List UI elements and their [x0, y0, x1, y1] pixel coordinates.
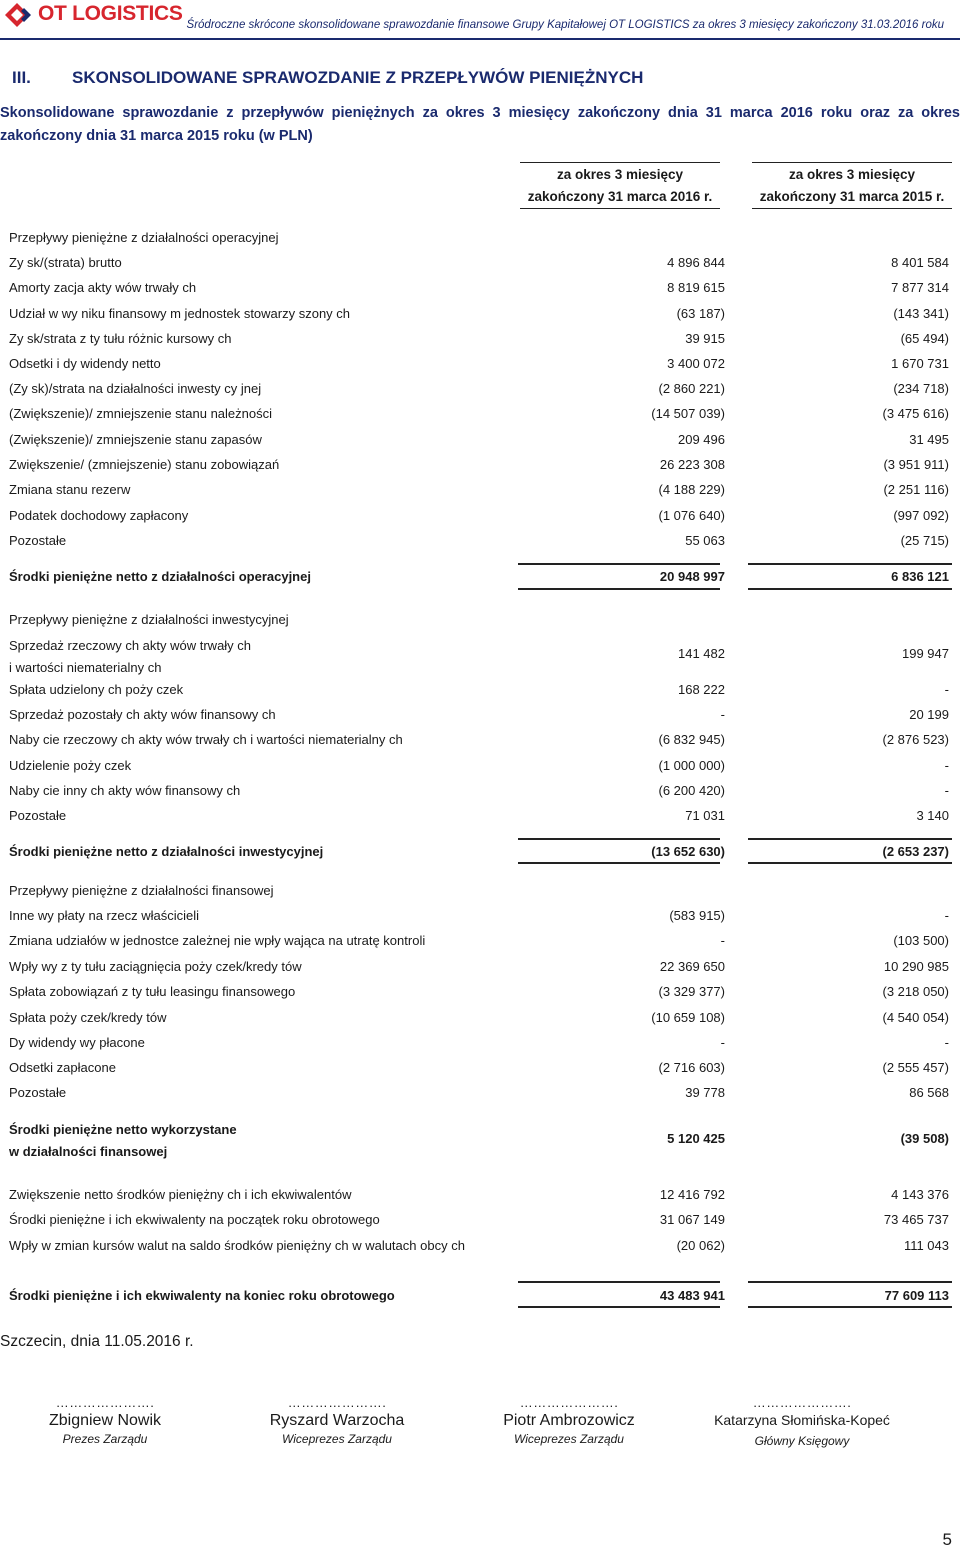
value-2015: 199 947	[902, 646, 949, 661]
table-row	[9, 808, 953, 832]
value-2016: 12 416 792	[659, 1187, 725, 1202]
value-2015: 6 836 121	[891, 569, 949, 584]
row-label: Odsetki i dy widendy netto	[9, 356, 161, 371]
signatory-role: Główny Księgowy	[754, 1434, 850, 1448]
total-rule-top	[748, 563, 952, 565]
column-header-2015-line2: zakończony 31 marca 2015 r.	[759, 189, 945, 204]
table-row	[9, 732, 953, 756]
table-row	[9, 331, 953, 355]
value-2016: -	[720, 1035, 725, 1050]
value-2015: (103 500)	[893, 933, 949, 948]
signature-block	[682, 1395, 922, 1448]
value-2016: 71 031	[685, 808, 725, 823]
value-2015: -	[944, 758, 949, 773]
section-heading-label: Przepływy pieniężne z działalności finansowej	[9, 883, 274, 898]
table-row	[9, 356, 953, 380]
row-label: (Zy sk)/strata na działalności inwesty cy jnej	[9, 381, 262, 396]
row-label: Zy sk/strata z ty tułu różnic kursowy ch	[9, 331, 232, 346]
table-row	[9, 482, 953, 506]
value-2016: (10 659 108)	[651, 1010, 725, 1025]
table-row	[9, 758, 953, 782]
value-2016: (2 860 221)	[658, 381, 725, 396]
table-row	[9, 1238, 953, 1262]
table-row	[9, 959, 953, 983]
row-label: Udział w wy niku finansowy m jednostek stowarzy szony ch	[9, 306, 351, 321]
value-2016: (1 000 000)	[658, 758, 725, 773]
place-and-date: Szczecin, dnia 11.05.2016 r.	[0, 1333, 194, 1350]
row-label: Wpły w zmian kursów walut na saldo środków pieniężny ch w walutach obcy ch	[9, 1238, 465, 1253]
table-row	[9, 381, 953, 405]
column-header-2016-line2: zakończony 31 marca 2016 r.	[527, 189, 713, 204]
table-row	[9, 984, 953, 1008]
row-label: Środki pieniężne i ich ekwiwalenty na koniec roku obrotowego	[9, 1288, 395, 1303]
signature-block	[237, 1395, 437, 1446]
row-label: Zy sk/(strata) brutto	[9, 255, 122, 270]
total-rule-top	[518, 838, 720, 840]
value-2015: 10 290 985	[883, 959, 949, 974]
row-label: Naby cie rzeczowy ch akty wów trwały ch i wartości niematerialny ch	[9, 732, 403, 747]
closing-cash-total-row	[9, 1288, 953, 1312]
row-label	[9, 1119, 237, 1163]
row-label: Środki pieniężne netto z działalności inwestycyjnej	[9, 844, 324, 859]
header-divider	[0, 38, 960, 40]
section-heading-label: Przepływy pieniężne z działalności inwestycyjnej	[9, 612, 289, 627]
value-2016: -	[720, 707, 725, 722]
row-label: Spłata zobowiązań z ty tułu leasingu finansowego	[9, 984, 296, 999]
value-2015: (2 653 237)	[882, 844, 949, 859]
row-label: Odsetki zapłacone	[9, 1060, 116, 1075]
signatory-name: Ryszard Warzocha	[269, 1412, 405, 1429]
value-2016: 4 896 844	[667, 255, 725, 270]
total-rule-bottom	[518, 862, 720, 864]
row-label: Sprzedaż pozostały ch akty wów finansowy ch	[9, 707, 276, 722]
total-rule-top	[748, 1281, 952, 1283]
row-label: Spłata poży czek/kredy tów	[9, 1010, 167, 1025]
table-row	[9, 1060, 953, 1084]
value-2015: (25 715)	[900, 533, 949, 548]
table-row	[9, 933, 953, 957]
table-row	[9, 533, 953, 557]
table-row	[9, 1212, 953, 1236]
value-2016: 22 369 650	[659, 959, 725, 974]
total-rule-bottom	[518, 588, 720, 590]
value-2015: (4 540 054)	[882, 1010, 949, 1025]
company-logo	[4, 2, 184, 28]
signatory-name: Katarzyna Słomińska-Kopeć	[714, 1412, 890, 1428]
value-2016: 39 915	[685, 331, 725, 346]
total-rule-bottom	[748, 862, 952, 864]
table-row	[9, 707, 953, 731]
value-2015: 4 143 376	[891, 1187, 949, 1202]
signatory-name: Zbigniew Nowik	[48, 1412, 162, 1429]
value-2015: 7 877 314	[891, 280, 949, 295]
total-rule-bottom	[748, 1306, 952, 1308]
row-label: Zwiększenie/ (zmniejszenie) stanu zobowiązań	[9, 457, 280, 472]
row-label: Amorty zacja akty wów trwały ch	[9, 280, 197, 295]
value-2015: 3 140	[916, 808, 949, 823]
value-2016: (4 188 229)	[658, 482, 725, 497]
value-2015: (2 251 116)	[883, 482, 949, 497]
table-row	[9, 1187, 953, 1211]
row-label: Dy widendy wy płacone	[9, 1035, 145, 1050]
total-rule-bottom	[748, 588, 952, 590]
signatory-name: Piotr Ambrozowicz	[503, 1412, 635, 1429]
column-header-2015-line1: za okres 3 miesięcy	[788, 167, 916, 182]
signature-block	[5, 1395, 205, 1446]
row-label: Wpły wy z ty tułu zaciągnięcia poży czek/kredy tów	[9, 959, 302, 974]
row-label: Środki pieniężne i ich ekwiwalenty na początek roku obrotowego	[9, 1212, 380, 1227]
table-row	[9, 255, 953, 279]
signature-line: ………………….	[55, 1395, 155, 1410]
value-2015: 86 568	[909, 1085, 949, 1100]
column-header-2016	[520, 162, 720, 209]
value-2015: -	[944, 682, 949, 697]
signatory-role: Wiceprezes Zarządu	[514, 1432, 624, 1446]
row-label-line2: w działalności finansowej	[9, 1144, 168, 1159]
value-2015: 8 401 584	[891, 255, 949, 270]
operating-section-heading	[9, 230, 953, 254]
value-2016: -	[720, 933, 725, 948]
column-header-2016-line1: za okres 3 miesięcy	[556, 167, 684, 182]
value-2015: -	[944, 908, 949, 923]
value-2015: (997 092)	[893, 508, 949, 523]
document-title: Śródroczne skrócone skonsolidowane sprawozdanie finansowe Grupy Kapitałowej OT LOGISTICS za okres 3 miesięcy zakończony 31.03.2016 roku	[186, 19, 944, 31]
table-row	[9, 306, 953, 330]
signatory-role: Wiceprezes Zarządu	[282, 1432, 392, 1446]
table-row	[9, 783, 953, 807]
signature-block	[469, 1395, 669, 1446]
table-row	[9, 908, 953, 932]
statement-subtitle: Skonsolidowane sprawozdanie z przepływów pieniężnych za okres 3 miesięcy zakończony dnia 31 marca 2016 roku oraz za okres zakończony dnia 31 marca 2015 roku (w PLN)	[0, 105, 960, 144]
page-number: 5	[942, 1530, 952, 1549]
total-rule-bottom	[518, 1306, 720, 1308]
value-2016: 39 778	[685, 1085, 725, 1100]
section-number: III.	[12, 68, 31, 87]
value-2015: (3 218 050)	[882, 984, 949, 999]
value-2016: (1 076 640)	[658, 508, 725, 523]
value-2016: (583 915)	[669, 908, 725, 923]
value-2015: -	[944, 783, 949, 798]
logo-text: OT LOGISTICS	[38, 2, 183, 25]
row-label: Zmiana stanu rezerw	[9, 482, 131, 497]
value-2016: 141 482	[678, 646, 725, 661]
value-2015: (3 951 911)	[883, 457, 949, 472]
value-2016: (20 062)	[676, 1238, 725, 1253]
row-label	[9, 635, 251, 679]
value-2015: 31 495	[909, 432, 949, 447]
row-label-line1: Sprzedaż rzeczowy ch akty wów trwały ch	[9, 638, 252, 653]
row-label: Zmiana udziałów w jednostce zależnej nie wpły wająca na utratę kontroli	[9, 933, 426, 948]
investing-section-heading	[9, 612, 953, 636]
value-2016: (6 832 945)	[658, 732, 725, 747]
table-row	[9, 682, 953, 706]
value-2016: (2 716 603)	[658, 1060, 725, 1075]
value-2015: (65 494)	[900, 331, 949, 346]
value-2016: 31 067 149	[659, 1212, 725, 1227]
value-2016: 209 496	[678, 432, 725, 447]
value-2015: 1 670 731	[891, 356, 949, 371]
value-2016: 43 483 941	[659, 1288, 725, 1303]
value-2015: (3 475 616)	[882, 406, 949, 421]
value-2016: 55 063	[685, 533, 725, 548]
table-row	[9, 406, 953, 430]
table-row	[9, 1085, 953, 1109]
row-label: (Zwiększenie)/ zmniejszenie stanu zapasów	[9, 432, 262, 447]
value-2016: (14 507 039)	[651, 406, 725, 421]
table-row	[9, 1035, 953, 1059]
row-label: Naby cie inny ch akty wów finansowy ch	[9, 783, 241, 798]
value-2016: (6 200 420)	[658, 783, 725, 798]
signatory-role: Prezes Zarządu	[62, 1432, 148, 1446]
row-label: Spłata udzielony ch poży czek	[9, 682, 184, 697]
value-2015: (39 508)	[900, 1131, 949, 1146]
value-2015: -	[944, 1035, 949, 1050]
value-2015: 20 199	[909, 707, 949, 722]
table-row	[9, 457, 953, 481]
table-row	[9, 1010, 953, 1034]
value-2016: (13 652 630)	[651, 844, 725, 859]
value-2016: 3 400 072	[667, 356, 725, 371]
value-2016: 20 948 997	[659, 569, 725, 584]
row-label: Pozostałe	[9, 533, 67, 548]
row-label-line2: i wartości niematerialny ch	[9, 660, 162, 675]
table-row	[9, 508, 953, 532]
row-label: Inne wy płaty na rzecz właścicieli	[9, 908, 200, 923]
logo-diamond-icon	[4, 2, 36, 28]
value-2015: (2 555 457)	[882, 1060, 949, 1075]
value-2016: (3 329 377)	[658, 984, 725, 999]
financing-section-heading	[9, 883, 953, 907]
row-label: Pozostałe	[9, 808, 67, 823]
financing-total-row	[9, 1119, 953, 1165]
total-rule-top	[748, 838, 952, 840]
row-label-line1: Środki pieniężne netto wykorzystane	[9, 1122, 237, 1137]
value-2016: 5 120 425	[667, 1131, 725, 1146]
column-header-2015	[752, 162, 952, 209]
value-2015: 73 465 737	[883, 1212, 949, 1227]
value-2016: 26 223 308	[659, 457, 725, 472]
section-title: SKONSOLIDOWANE SPRAWOZDANIE Z PRZEPŁYWÓW PIENIĘŻNYCH	[72, 68, 644, 87]
table-row	[9, 635, 953, 681]
row-label: Udzielenie poży czek	[9, 758, 132, 773]
row-label: Zwiększenie netto środków pieniężny ch i ich ekwiwalentów	[9, 1187, 352, 1202]
row-label: Pozostałe	[9, 1085, 67, 1100]
total-rule-top	[518, 1281, 720, 1283]
value-2015: 77 609 113	[884, 1288, 949, 1303]
value-2016: 8 819 615	[667, 280, 725, 295]
value-2016: 168 222	[678, 682, 725, 697]
section-heading-label: Przepływy pieniężne z działalności operacyjnej	[9, 230, 279, 245]
value-2015: (234 718)	[893, 381, 949, 396]
investing-total-row	[9, 844, 953, 868]
signature-line: ………………….	[287, 1395, 387, 1410]
row-label: (Zwiększenie)/ zmniejszenie stanu należności	[9, 406, 273, 421]
value-2016: (63 187)	[676, 306, 725, 321]
value-2015: (143 341)	[893, 306, 949, 321]
row-label: Środki pieniężne netto z działalności operacyjnej	[9, 569, 311, 584]
table-row	[9, 280, 953, 304]
value-2015: 111 043	[903, 1238, 949, 1253]
row-label: Podatek dochodowy zapłacony	[9, 508, 189, 523]
table-row	[9, 432, 953, 456]
signature-line: ………………….	[519, 1395, 619, 1410]
total-rule-top	[518, 563, 720, 565]
signature-line: ………………….	[752, 1395, 852, 1410]
value-2015: (2 876 523)	[882, 732, 949, 747]
